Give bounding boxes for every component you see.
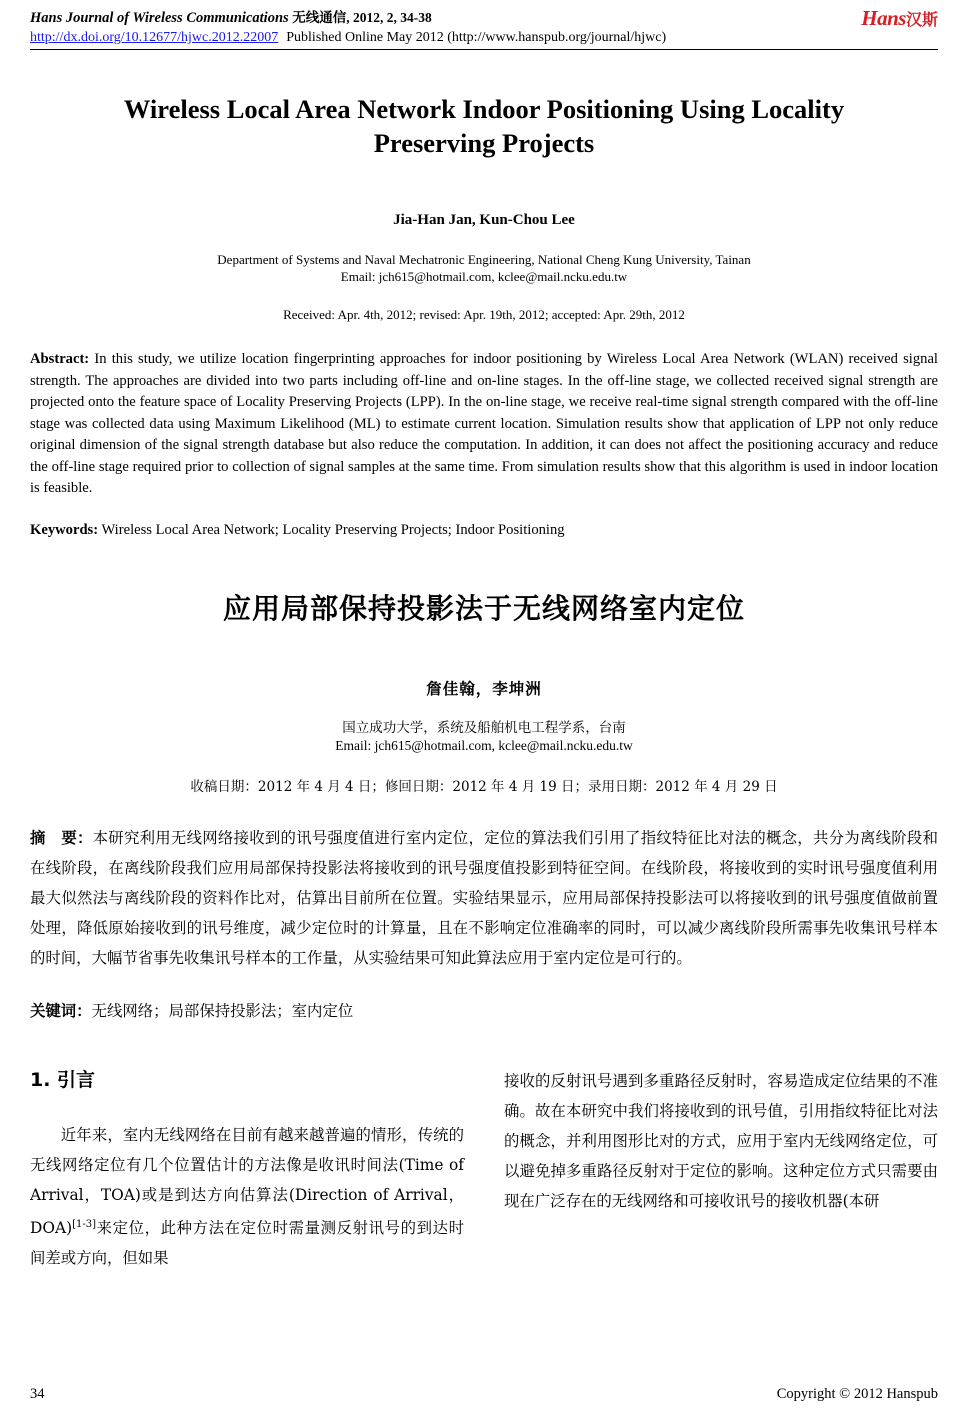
header-journal-line: [30, 8, 938, 28]
article-dates-cn: 收稿日期：2012 年 4 月 4 日；修回日期：2012 年 4 月 19 日；录用日期：2012 年 4 月 29 日: [190, 779, 778, 795]
body-column-right: [504, 1066, 938, 1273]
abstract-paragraph: [30, 349, 938, 500]
copyright-notice: Copyright © 2012 Hanspub: [776, 1386, 938, 1402]
header-doi-line: [30, 28, 938, 47]
page-title-cn: 应用局部保持投影法于无线网络室内定位: [222, 592, 745, 625]
keywords-text: Wireless Local Area Network; Locality Preserving Projects; Indoor Positioning: [98, 521, 565, 538]
abstract-text-cn: 本研究利用无线网络接收到的讯号强度值进行室内定位，定位的算法我们引用了指纹特征比对法的概念，共分为离线阶段和在线阶段，在离线阶段我们应用局部保持投影法将接收到的讯号强度值投影到特征空间。在线阶段，将接收到的实时讯号强度值利用最大似然法与离线阶段的资料作比对，估算出目前所在位置。实验结果显示，应用局部保持投影法可以将接收到的讯号强度值做前置处理，降低原始接收到的讯号维度，减少定位时的计算量，且在不影响定位准确率的同时，可以减少离线阶段所需事先收集讯号样本的时间，大幅节省事先收集讯号样本的工作量，从实验结果可知此算法应用于室内定位是可行的。: [30, 829, 938, 967]
body-columns: [30, 1066, 938, 1273]
affiliation-block-cn: [30, 719, 938, 755]
page-footer: [30, 1386, 938, 1403]
abstract-paragraph-cn: [30, 823, 938, 973]
keywords-label-cn: 关键词：: [30, 1002, 92, 1020]
affiliation-line-1-cn: 国立成功大学，系统及船舶机电工程学系，台南: [342, 720, 626, 736]
affiliation-line-1: Department of Systems and Naval Mechatronic Engineering, National Cheng Kung University, Tainan: [217, 252, 751, 267]
published-online-text: Published Online May 2012 (http://www.hanspub.org/journal/hjwc): [286, 30, 667, 45]
paragraph-text-part-2: 来定位，此种方法在定位时需量测反射讯号的到达时间差或方向，但如果: [30, 1219, 464, 1268]
publisher-logo-text: Hans: [861, 6, 906, 30]
page-header: [30, 8, 938, 50]
page-number: 34: [30, 1386, 45, 1402]
journal-issue-info: , 2012, 2, 34-38: [346, 10, 432, 25]
section-heading-introduction: 1. 引言: [30, 1069, 96, 1091]
keywords-text-cn: 无线网络；局部保持投影法；室内定位: [91, 1002, 354, 1020]
article-dates: Received: Apr. 4th, 2012; revised: Apr. 19th, 2012; accepted: Apr. 29th, 2012: [283, 307, 685, 322]
affiliation-email-line: Email: jch615@hotmail.com, kclee@mail.ncku.edu.tw: [340, 269, 628, 284]
author-list: Jia-Han Jan, Kun-Chou Lee: [393, 212, 575, 228]
citation-reference: [1-3]: [72, 1219, 96, 1230]
keywords-paragraph-cn: [30, 997, 938, 1025]
keywords-paragraph: [30, 520, 938, 542]
publisher-logo: [861, 8, 938, 29]
affiliation-email-line-cn: Email: jch615@hotmail.com, kclee@mail.ncku.edu.tw: [335, 738, 633, 753]
doi-link[interactable]: http://dx.doi.org/10.12677/hjwc.2012.22007: [30, 30, 279, 45]
paragraph: 接收的反射讯号遇到多重路径反射时，容易造成定位结果的不准确。故在本研究中我们将接收到的讯号值，引用指纹特征比对法的概念，并利用图形比对的方式，应用于室内无线网络定位，可以避免掉多重路径反射对于定位的影响。这种定位方式只需要由现在广泛存在的无线网络和可接收讯号的接收机器(本研: [504, 1072, 938, 1210]
journal-name-cn: 无线通信: [292, 10, 347, 26]
body-column-left: [30, 1066, 464, 1273]
abstract-label-cn: 摘 要：: [30, 829, 93, 847]
publisher-logo-text-cn: 汉斯: [905, 10, 938, 29]
page-title: Wireless Local Area Network Indoor Positioning Using Locality Preserving Projects: [123, 94, 845, 158]
author-list-cn: 詹佳翰，李坤洲: [426, 679, 542, 698]
paragraph: [30, 1120, 464, 1273]
abstract-text: In this study, we utilize location fingerprinting approaches for indoor positioning by Wireless Local Area Network (WLAN) received signal strength. The approaches are divided into two parts including off-line and on-line stages. In the off-line stage, we collected received signal strength are projected onto the feature space of Locality Preserving Projects (LPP). In the on-line stage, we receive real-time signal strength compared with the off-line stage was collected data using Maximum Likelihood (ML) to estimate current location. Simulation results show that application of LPP not only reduce original dimension of the signal strength database but also reduce the computation. In addition, it can does not affect the positioning accuracy and reduce the off-line stage required prior to collection of signal samples at the same time. From simulation results show that this algorithm is used in indoor location is feasible.: [30, 351, 938, 496]
affiliation-block: [30, 251, 938, 285]
paragraph-text-part-1: 近年来，室内无线网络在目前有越来越普遍的情形，传统的无线网络定位有几个位置估计的方法像是收讯时间法(Time of Arrival，TOA)或是到达方向估算法(Direction of Arrival，DOA): [30, 1126, 464, 1238]
abstract-label: Abstract:: [30, 351, 90, 367]
keywords-label: Keywords:: [30, 521, 99, 538]
journal-name: Hans Journal of Wireless Communications: [30, 10, 289, 26]
